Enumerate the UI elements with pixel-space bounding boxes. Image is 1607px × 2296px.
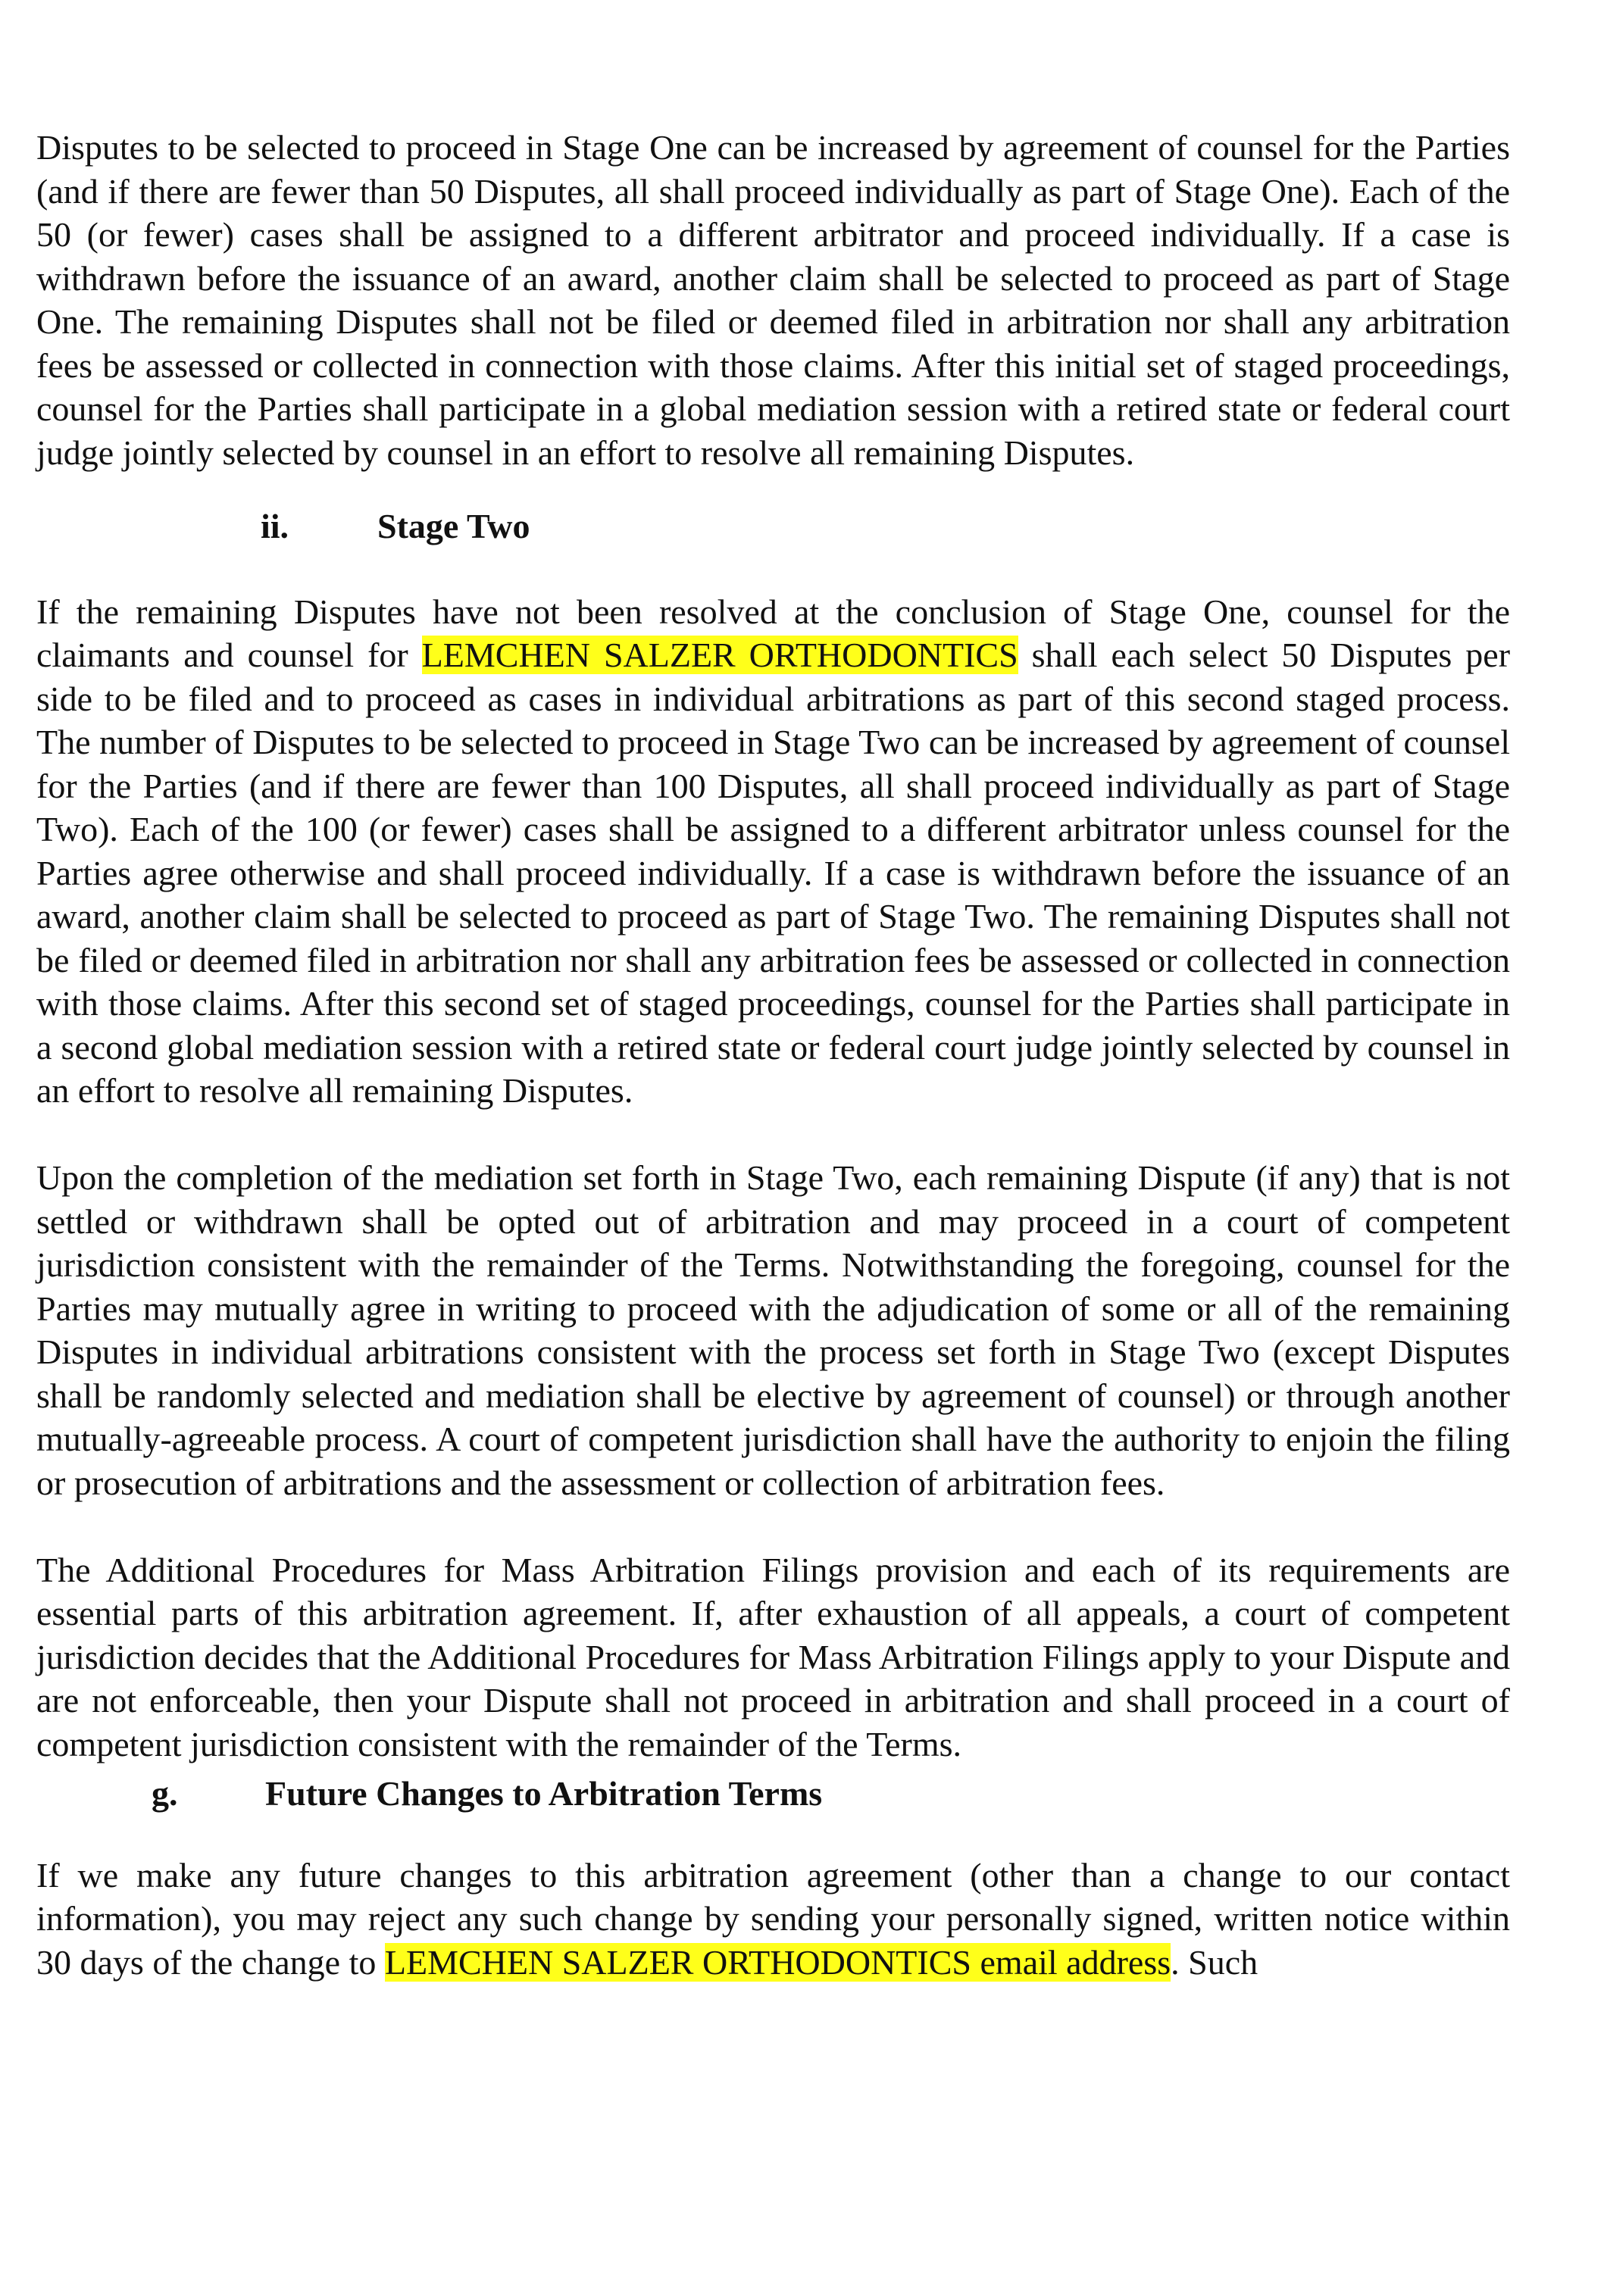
document-body [36, 126, 1510, 1984]
paragraph-additional-procedures: The Additional Procedures for Mass Arbitration Filings provision and each of its requirements are essential parts of this arbitration agreement. If, after exhaustion of all appeals, a court of competent jurisdiction decides that the Additional Procedures for Mass Arbitration Filings apply to your Dispute and are not enforceable, then your Dispute shall not proceed in arbitration and shall proceed in a court of competent jurisdiction consistent with the remainder of the Terms. [36, 1550, 1510, 1763]
paragraph-text: shall each select 50 Disputes per side to be filed and to proceed as cases in individual arbitrations as part of this second staged process. The number of Disputes to be selected to proceed in Stage Two can be increased by agreement of counsel for the Parties (and if there are fewer than 100 Disputes, all shall proceed individually as part of Stage Two). Each of the 100 (or fewer) cases shall be assigned to a different arbitrator unless counsel for the Parties agree otherwise and shall proceed individually. If a case is withdrawn before the issuance of an award, another claim shall be selected to proceed as part of Stage Two. The remaining Disputes shall not be filed or deemed filed in arbitration nor shall any arbitration fees be assessed or collected in connection with those claims. After this second set of staged proceedings, counsel for the Parties shall participate in a second global mediation session with a retired state or federal court judge jointly selected by counsel in an effort to resolve all remaining Disputes. [36, 636, 1511, 1110]
paragraph-future-changes [36, 1854, 1510, 1985]
heading-number: ii. [261, 507, 289, 545]
paragraph-text: . Such [1171, 1942, 1258, 1982]
highlighted-email-address: LEMCHEN SALZER ORTHODONTICS email address [384, 1942, 1171, 1982]
paragraph-text: If we make any future changes to this arbitration agreement (other than a change to our contact information), you may reject any such change by sending your personally signed, written notice within 30 days of the change to [36, 1855, 1510, 1982]
heading-future-changes [36, 1772, 1510, 1816]
heading-number: g. [152, 1774, 178, 1813]
heading-stage-two [36, 504, 1510, 548]
heading-title: Stage Two [377, 507, 530, 545]
paragraph-stage-two-completion: Upon the completion of the mediation set forth in Stage Two, each remaining Dispute (if any) that is not settled or withdrawn shall be opted out of arbitration and may proceed in a court of competent jurisdiction consistent with the remainder of the Terms. Notwithstanding the foregoing, counsel for the Parties may mutually agree in writing to proceed with the adjudication of some or all of the remaining Disputes in individual arbitrations consistent with the process set forth in Stage Two (except Disputes shall be randomly selected and mediation shall be elective by agreement of counsel) or through another mutually-agreeable process. A court of competent jurisdiction shall have the authority to enjoin the filing or prosecution of arbitrations and the assessment or collection of arbitration fees. [36, 1158, 1510, 1502]
highlighted-company-name: LEMCHEN SALZER ORTHODONTICS [421, 636, 1018, 674]
paragraph-stage-two [36, 590, 1510, 1113]
paragraph-text: If the remaining Disputes have not been resolved at the conclusion of Stage One, counsel for the claimants and counsel for [36, 592, 1510, 674]
paragraph-stage-one-continuation: Disputes to be selected to proceed in Stage One can be increased by agreement of counsel for the Parties (and if there are fewer than 50 Disputes, all shall proceed individually as part of Stage One). Each of the 50 (or fewer) cases shall be assigned to a different arbitrator and proceed individually. If a case is withdrawn before the issuance of an award, another claim shall be selected to proceed as part of Stage One. The remaining Disputes shall not be filed or deemed filed in arbitration nor shall any arbitration fees be assessed or collected in connection with those claims. After this initial set of staged proceedings, counsel for the Parties shall participate in a global mediation session with a retired state or federal court judge jointly selected by counsel in an effort to resolve all remaining Disputes. [36, 128, 1510, 472]
heading-title: Future Changes to Arbitration Terms [265, 1774, 823, 1813]
